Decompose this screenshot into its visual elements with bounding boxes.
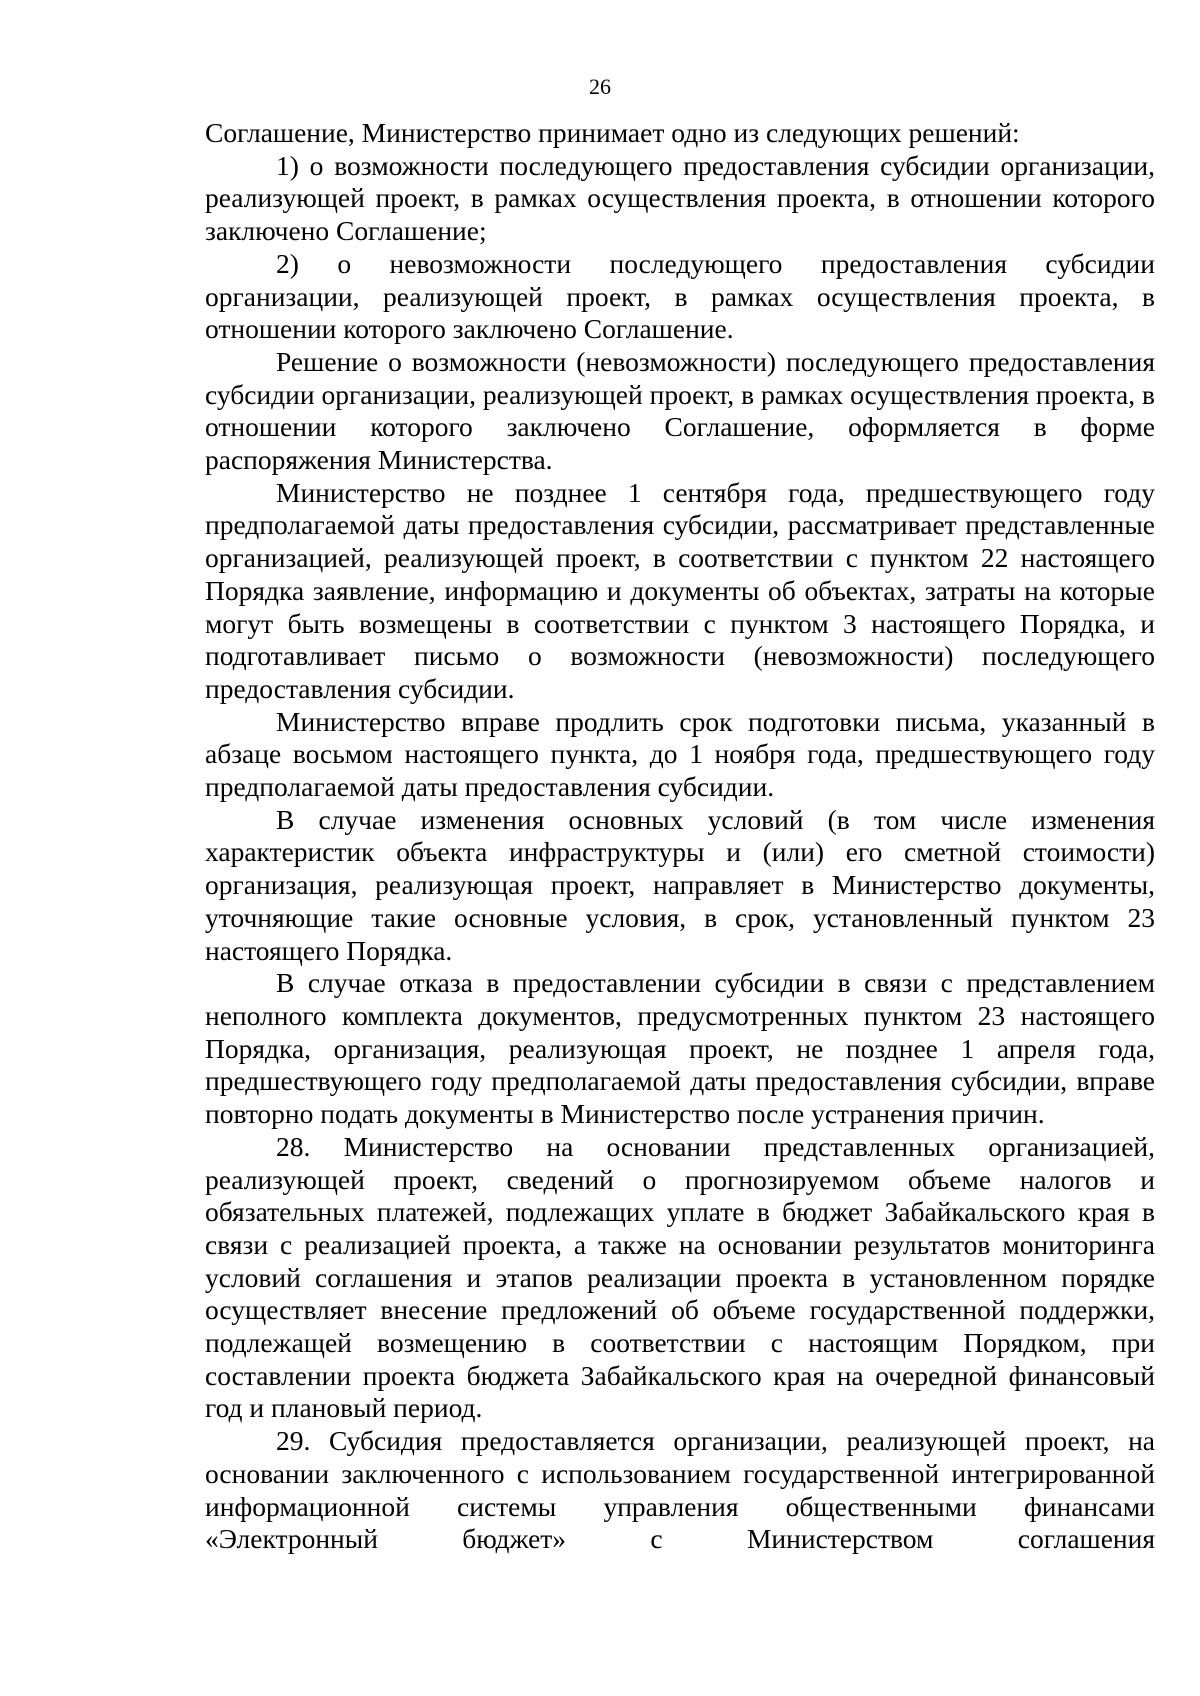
paragraph-decision-form: Решение о возможности (невозможности) последующего предоставления субсидии организации, реализующей проект, в рамках осуществления проекта, в отношении которого заключено Соглашение, оформляется в форме распоряжения Министерства. bbox=[205, 345, 1155, 476]
paragraph-refusal: В случае отказа в предоставлении субсидии в связи с представлением неполного комплекта документов, предусмотренных пунктом 23 настоящего Порядка, организация, реализующая проект, не позднее 1 апреля года, предшествующего году предполагаемой даты предоставления субсидии, вправе повторно подать документы в Министерство после устранения причин. bbox=[205, 967, 1155, 1130]
paragraph-ministry-review: Министерство не позднее 1 сентября года, предшествующего году предполагаемой даты предоставления субсидии, рассматривает представленные организацией, реализующей проект, в соответствии с пунктом 22 настоящего Порядка заявление, информацию и документы об объектах, затраты на которые могут быть возмещены в соответствии с пунктом 3 настоящего Порядка, и подготавливает письмо о возможности (невозможности) последующего предоставления субсидии. bbox=[205, 476, 1155, 704]
paragraph-decision-1: 1) о возможности последующего предоставления субсидии организации, реализующей проект, в рамках осуществления проекта, в отношении которого заключено Соглашение; bbox=[205, 149, 1155, 247]
paragraph-item-28: 28. Министерство на основании представленных организацией, реализующей проект, сведений о прогнозируемом объеме налогов и обязательных платежей, подлежащих уплате в бюджет Забайкальского края в связи с реализацией проекта, а также на основании результатов мониторинга условий соглашения и этапов реализации проекта в установленном порядке осуществляет внесение предложений об объеме государственной поддержки, подлежащей возмещению в соответствии с настоящим Порядком, при составлении проекта бюджета Забайкальского края на очередной финансовый год и плановый период. bbox=[205, 1130, 1155, 1424]
paragraph-extension: Министерство вправе продлить срок подготовки письма, указанный в абзаце восьмом настоящего пункта, до 1 ноября года, предшествующего году предполагаемой даты предоставления субсидии. bbox=[205, 705, 1155, 803]
paragraph-decision-2: 2) о невозможности последующего предоставления субсидии организации, реализующей проект, в рамках осуществления проекта, в отношении которого заключено Соглашение. bbox=[205, 247, 1155, 345]
paragraph-conditions-change: В случае изменения основных условий (в том числе изменения характеристик объекта инфраструктуры и (или) его сметной стоимости) организация, реализующая проект, направляет в Министерство документы, уточняющие такие основные условия, в срок, установленный пунктом 23 настоящего Порядка. bbox=[205, 803, 1155, 966]
document-body bbox=[205, 117, 1155, 1556]
paragraph-continuation: Соглашение, Министерство принимает одно из следующих решений: bbox=[205, 117, 1020, 148]
page-number: 26 bbox=[589, 74, 611, 99]
paragraph-item-29: 29. Субсидия предоставляется организации, реализующей проект, на основании заключенного с использованием государственной интегрированной информационной системы управления общественными финансами «Электронный бюджет» с Министерством соглашения bbox=[205, 1425, 1155, 1555]
